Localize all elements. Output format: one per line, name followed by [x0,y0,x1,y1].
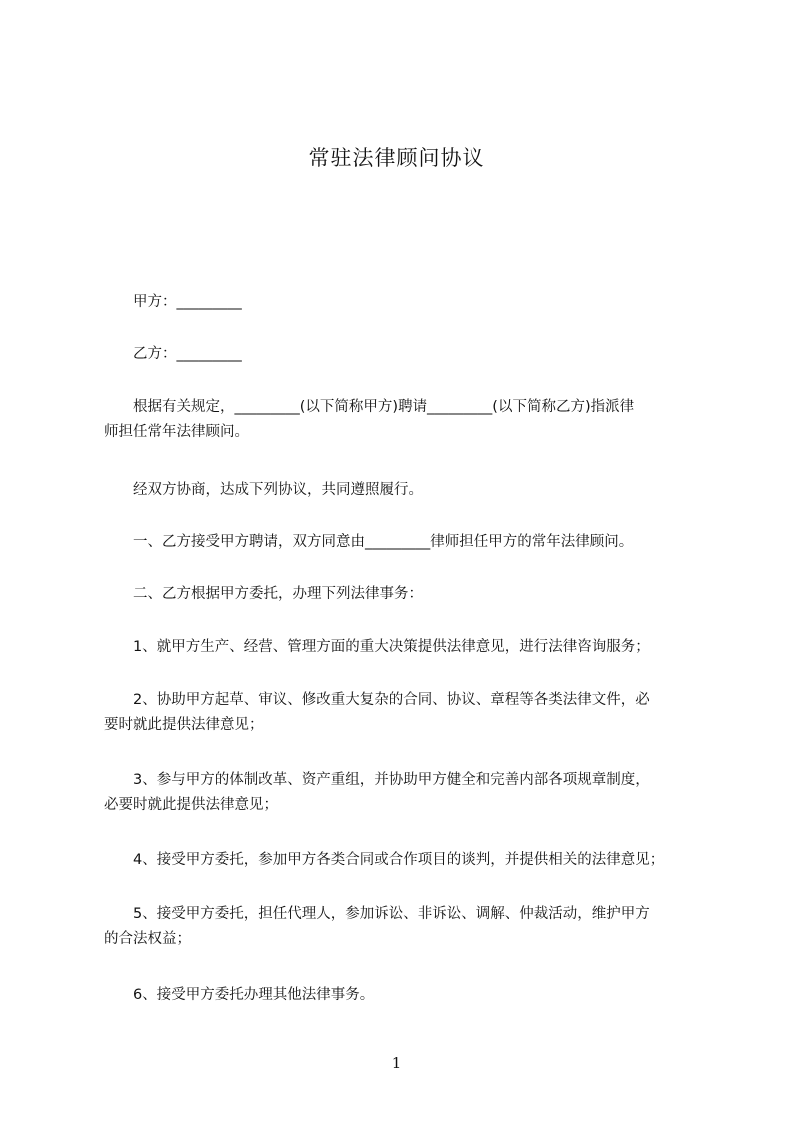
item-4: 4、接受甲方委托，参加甲方各类合同或合作项目的谈判，并提供相关的法律意见； [104,852,665,868]
intro-paragraph [104,395,708,445]
item-3-line-2: 必要时就此提供法律意见； [104,797,278,813]
clause-1: 一、乙方接受甲方聘请，双方同意由_________律师担任甲方的常年法律顾问。 [104,534,634,550]
item-2-line-1: 2、协助甲方起草、审议、修改重大复杂的合同、协议、章程等各类法律文件，必 [104,692,650,708]
item-3-line-1: 3、参与甲方的体制改革、资产重组，并协助甲方健全和完善内部各项规章制度， [104,772,650,788]
page-number: 1 [391,1054,402,1072]
clause-2: 二、乙方根据甲方委托，办理下列法律事务： [104,586,423,602]
item-5-line-2: 的合法权益； [104,931,191,947]
agreement-paragraph: 经双方协商，达成下列协议，共同遵照履行。 [104,482,423,498]
item-5 [104,902,708,952]
item-6: 6、接受甲方委托办理其他法律事务。 [104,987,375,1003]
item-3 [104,768,708,818]
item-5-line-1: 5、接受甲方委托，担任代理人，参加诉讼、非诉讼、调解、仲裁活动，维护甲方 [104,906,650,922]
party-b-line: 乙方：_________ [104,346,242,362]
document-title: 常驻法律顾问协议 [308,146,485,170]
party-a-line: 甲方：_________ [104,294,242,310]
item-2-line-2: 要时就此提供法律意见； [104,717,264,733]
intro-line-1: 根据有关规定，_________(以下简称甲方)聘请_________(以下简称乙方)指派律 [104,399,635,415]
item-2 [104,688,708,738]
item-1: 1、就甲方生产、经营、管理方面的重大决策提供法律意见，进行法律咨询服务； [104,639,650,655]
intro-line-2: 师担任常年法律顾问。 [104,424,249,440]
